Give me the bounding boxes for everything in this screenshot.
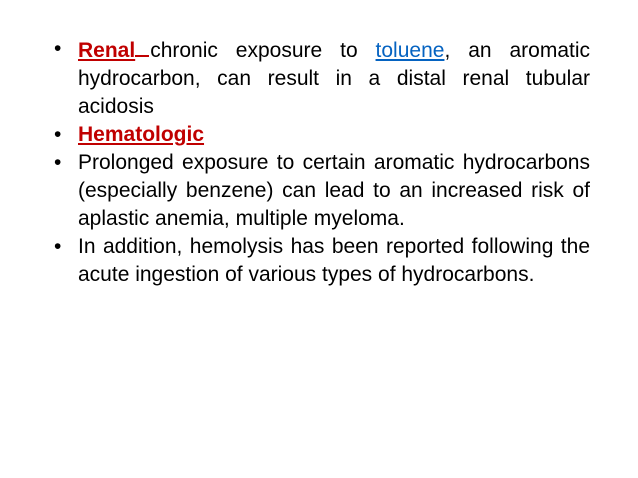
renal-heading: Renal	[78, 39, 136, 62]
bullet-renal	[52, 35, 590, 121]
bullet-marker: •	[54, 235, 62, 258]
bullet-list	[52, 35, 590, 289]
hemolysis-text: In addition, hemolysis has been reported following the acute ingestion of various types of hydrocarbons.	[78, 235, 590, 286]
prolonged-exposure-text: Prolonged exposure to certain aromatic hydrocarbons (especially benzene) can lead to an increased risk of aplastic anemia, multiple myeloma.	[78, 151, 590, 230]
bullet-hematologic	[52, 121, 590, 149]
toluene-link[interactable]: toluene	[375, 39, 445, 62]
renal-text-before-link: chronic exposure to	[150, 39, 376, 62]
bullet-hemolysis	[52, 233, 590, 289]
heading-underline-gap	[135, 35, 149, 57]
renal-text-after-link: , an aromatic hydrocarbon, can result in a distal renal tubular acidosis	[78, 39, 591, 118]
bullet-marker: •	[54, 123, 62, 146]
bullet-prolonged-exposure	[52, 149, 590, 233]
bullet-marker: •	[54, 151, 62, 174]
bullet-marker: •	[54, 37, 62, 60]
hematologic-heading: Hematologic	[78, 123, 205, 146]
